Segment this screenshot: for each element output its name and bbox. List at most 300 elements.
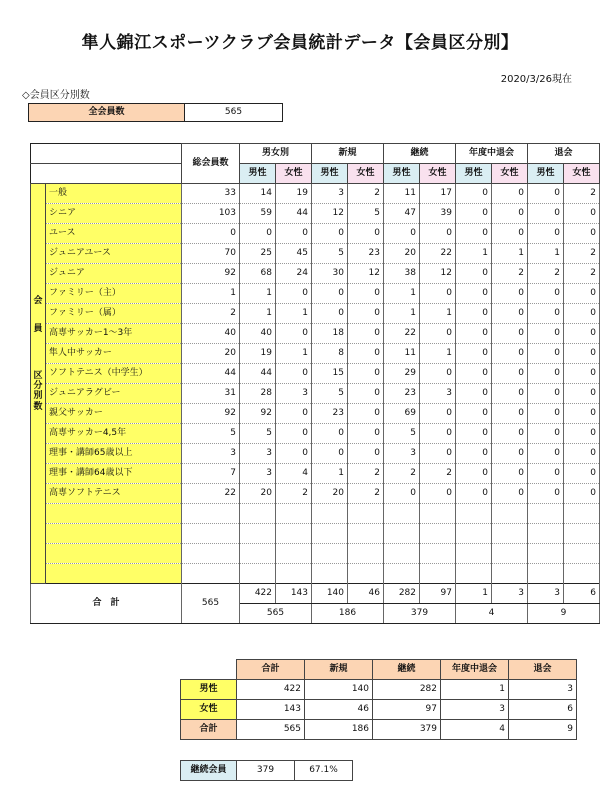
table-row — [31, 404, 600, 424]
summary-value: 140 — [305, 680, 373, 700]
category-value: 0 — [420, 284, 456, 304]
empty-cell — [276, 524, 312, 544]
header-male: 男性 — [240, 164, 276, 184]
category-value: 0 — [420, 444, 456, 464]
category-value: 0 — [528, 324, 564, 344]
category-value: 0 — [528, 444, 564, 464]
summary-value: 422 — [237, 680, 305, 700]
category-value: 14 — [240, 184, 276, 204]
side-label-char: 分 — [33, 381, 43, 392]
header-male: 男性 — [456, 164, 492, 184]
category-side-label — [31, 184, 46, 584]
category-value: 22 — [384, 324, 420, 344]
category-value: 68 — [240, 264, 276, 284]
category-value: 1 — [384, 284, 420, 304]
category-value: 22 — [182, 484, 240, 504]
category-value: 2 — [348, 464, 384, 484]
summary-corner — [181, 660, 237, 680]
category-value: 0 — [564, 284, 600, 304]
header-female: 女性 — [564, 164, 600, 184]
category-value: 0 — [348, 324, 384, 344]
empty-cell — [420, 564, 456, 584]
category-value: 0 — [348, 364, 384, 384]
category-value: 12 — [348, 264, 384, 284]
category-value: 0 — [312, 424, 348, 444]
table-row — [31, 384, 600, 404]
category-value: 0 — [276, 224, 312, 244]
category-value: 0 — [528, 364, 564, 384]
category-value: 0 — [564, 364, 600, 384]
category-value: 0 — [456, 224, 492, 244]
category-value: 0 — [456, 384, 492, 404]
category-name: 高専サッカー1～3年 — [46, 324, 182, 344]
page-title: 隼人錦江スポーツクラブ会員統計データ【会員区分別】 — [81, 33, 519, 53]
sum-label: 合 計 — [31, 584, 182, 624]
header-total-members: 総会員数 — [182, 144, 240, 184]
category-value: 20 — [384, 244, 420, 264]
category-value: 0 — [312, 444, 348, 464]
empty-cell — [348, 564, 384, 584]
empty-cell — [564, 544, 600, 564]
summary-value: 1 — [441, 680, 509, 700]
category-name: ユース — [46, 224, 182, 244]
empty-cell — [240, 504, 276, 524]
category-value: 0 — [348, 444, 384, 464]
table-row — [31, 284, 600, 304]
category-value: 2 — [564, 264, 600, 284]
category-value: 69 — [384, 404, 420, 424]
category-value: 1 — [240, 304, 276, 324]
summary-value: 379 — [373, 720, 441, 740]
category-value: 0 — [564, 304, 600, 324]
category-value: 40 — [182, 324, 240, 344]
category-value: 0 — [456, 284, 492, 304]
category-value: 8 — [312, 344, 348, 364]
header-male: 男性 — [528, 164, 564, 184]
empty-cell — [276, 544, 312, 564]
category-value: 3 — [312, 184, 348, 204]
category-value: 38 — [384, 264, 420, 284]
category-value: 0 — [528, 464, 564, 484]
category-value: 12 — [420, 264, 456, 284]
category-value: 20 — [312, 484, 348, 504]
summary-header: 新規 — [305, 660, 373, 680]
category-name: 隼人中サッカー — [46, 344, 182, 364]
empty-cell — [492, 504, 528, 524]
category-value: 5 — [312, 244, 348, 264]
category-value: 17 — [420, 184, 456, 204]
category-value: 5 — [312, 384, 348, 404]
empty-cell — [312, 544, 348, 564]
category-value: 0 — [492, 464, 528, 484]
category-value: 0 — [420, 484, 456, 504]
empty-cell — [456, 524, 492, 544]
empty-cell — [564, 504, 600, 524]
category-value: 0 — [456, 404, 492, 424]
category-value: 0 — [420, 324, 456, 344]
category-value: 0 — [528, 224, 564, 244]
category-value: 0 — [528, 384, 564, 404]
category-value: 0 — [564, 384, 600, 404]
category-value: 11 — [384, 184, 420, 204]
header-female: 女性 — [492, 164, 528, 184]
category-value: 30 — [312, 264, 348, 284]
summary-row — [181, 700, 577, 720]
empty-cell — [240, 544, 276, 564]
category-value: 0 — [348, 424, 384, 444]
category-value: 23 — [348, 244, 384, 264]
category-value: 22 — [420, 244, 456, 264]
header-female: 女性 — [348, 164, 384, 184]
empty-cell — [564, 564, 600, 584]
summary-row — [181, 680, 577, 700]
empty-cell — [182, 524, 240, 544]
empty-cell — [456, 504, 492, 524]
table-row — [31, 224, 600, 244]
table-row — [31, 504, 600, 524]
category-value: 0 — [528, 184, 564, 204]
summary-row-label: 男性 — [181, 680, 237, 700]
category-value: 0 — [492, 324, 528, 344]
empty-cell — [240, 564, 276, 584]
category-value: 0 — [528, 484, 564, 504]
category-value: 0 — [276, 324, 312, 344]
category-value: 11 — [384, 344, 420, 364]
empty-cell — [182, 544, 240, 564]
category-name: ソフトテニス（中学生） — [46, 364, 182, 384]
header-group: 新規 — [312, 144, 384, 164]
summary-header: 合計 — [237, 660, 305, 680]
category-value: 0 — [456, 444, 492, 464]
category-name: シニア — [46, 204, 182, 224]
category-name-empty — [46, 504, 182, 524]
category-value: 44 — [276, 204, 312, 224]
category-value: 23 — [384, 384, 420, 404]
header-male: 男性 — [312, 164, 348, 184]
category-value: 0 — [240, 224, 276, 244]
category-value: 0 — [528, 204, 564, 224]
category-value: 0 — [348, 384, 384, 404]
category-value: 0 — [492, 384, 528, 404]
empty-cell — [384, 504, 420, 524]
category-value: 0 — [456, 204, 492, 224]
empty-cell — [420, 524, 456, 544]
category-value: 3 — [240, 464, 276, 484]
table-row — [31, 444, 600, 464]
side-label-char: 会 — [33, 296, 43, 306]
category-name: ファミリー（主） — [46, 284, 182, 304]
category-value: 33 — [182, 184, 240, 204]
category-value: 1 — [182, 284, 240, 304]
summary-value: 97 — [373, 700, 441, 720]
category-value: 0 — [492, 304, 528, 324]
header-group: 退会 — [528, 144, 600, 164]
category-value: 24 — [276, 264, 312, 284]
category-name-empty — [46, 544, 182, 564]
category-value: 2 — [564, 184, 600, 204]
category-value: 19 — [240, 344, 276, 364]
table-row — [31, 364, 600, 384]
category-value: 0 — [384, 224, 420, 244]
category-value: 5 — [348, 204, 384, 224]
category-name: 理事・講師64歳以下 — [46, 464, 182, 484]
summary-value: 6 — [509, 700, 577, 720]
empty-cell — [528, 544, 564, 564]
side-label-char: 員 — [33, 324, 43, 335]
category-value: 12 — [312, 204, 348, 224]
side-label-char: 数 — [33, 401, 43, 412]
category-value: 44 — [182, 364, 240, 384]
category-value: 1 — [276, 344, 312, 364]
category-value: 0 — [492, 284, 528, 304]
category-value: 5 — [384, 424, 420, 444]
category-value: 4 — [276, 464, 312, 484]
category-value: 0 — [492, 364, 528, 384]
sum-gender-value: 6 — [564, 584, 600, 604]
empty-cell — [312, 564, 348, 584]
category-value: 2 — [276, 484, 312, 504]
sum-gender-value: 1 — [456, 584, 492, 604]
category-name: 高専サッカー4,5年 — [46, 424, 182, 444]
empty-cell — [528, 524, 564, 544]
category-value: 20 — [182, 344, 240, 364]
summary-value: 3 — [441, 700, 509, 720]
category-value: 0 — [528, 424, 564, 444]
category-name: 高専ソフトテニス — [46, 484, 182, 504]
category-value: 0 — [420, 424, 456, 444]
empty-cell — [528, 504, 564, 524]
category-value: 1 — [492, 244, 528, 264]
category-name-empty — [46, 564, 182, 584]
empty-cell — [276, 564, 312, 584]
category-value: 3 — [420, 384, 456, 404]
category-value: 0 — [312, 304, 348, 324]
category-value: 0 — [492, 224, 528, 244]
category-value: 23 — [312, 404, 348, 424]
category-value: 0 — [528, 404, 564, 424]
empty-cell — [420, 504, 456, 524]
category-value: 0 — [492, 484, 528, 504]
category-value: 39 — [420, 204, 456, 224]
category-value: 0 — [456, 304, 492, 324]
empty-cell — [384, 524, 420, 544]
side-label-char: 別 — [33, 391, 43, 402]
category-value: 0 — [564, 344, 600, 364]
empty-cell — [348, 524, 384, 544]
category-value: 5 — [182, 424, 240, 444]
category-value: 0 — [456, 264, 492, 284]
table-row — [31, 264, 600, 284]
category-value: 0 — [492, 204, 528, 224]
category-value: 0 — [528, 344, 564, 364]
category-name-empty — [46, 524, 182, 544]
category-value: 1 — [456, 244, 492, 264]
sum-total: 565 — [182, 584, 240, 624]
sum-gender-value: 282 — [384, 584, 420, 604]
header-blank — [31, 164, 182, 184]
table-row — [31, 484, 600, 504]
summary-header: 年度中退会 — [441, 660, 509, 680]
category-value: 0 — [276, 424, 312, 444]
category-value: 2 — [420, 464, 456, 484]
category-value: 0 — [348, 304, 384, 324]
category-value: 3 — [384, 444, 420, 464]
empty-cell — [492, 524, 528, 544]
empty-cell — [182, 564, 240, 584]
category-value: 0 — [564, 444, 600, 464]
category-value: 3 — [182, 444, 240, 464]
header-group: 継続 — [384, 144, 456, 164]
empty-cell — [492, 544, 528, 564]
category-value: 44 — [240, 364, 276, 384]
category-name: ジュニア — [46, 264, 182, 284]
category-name: ジュニアユース — [46, 244, 182, 264]
sum-gender-value: 143 — [276, 584, 312, 604]
category-value: 0 — [492, 404, 528, 424]
category-value: 0 — [564, 404, 600, 424]
category-value: 0 — [456, 464, 492, 484]
empty-cell — [312, 524, 348, 544]
category-value: 0 — [564, 324, 600, 344]
category-value: 1 — [420, 304, 456, 324]
category-value: 0 — [492, 424, 528, 444]
header-female: 女性 — [276, 164, 312, 184]
empty-cell — [528, 564, 564, 584]
empty-cell — [348, 544, 384, 564]
summary-value: 186 — [305, 720, 373, 740]
category-value: 0 — [564, 204, 600, 224]
summary-value: 9 — [509, 720, 577, 740]
category-value: 2 — [384, 464, 420, 484]
summary-value: 565 — [237, 720, 305, 740]
header-female: 女性 — [420, 164, 456, 184]
category-value: 1 — [528, 244, 564, 264]
category-value: 0 — [276, 404, 312, 424]
empty-cell — [182, 504, 240, 524]
header-group: 年度中退会 — [456, 144, 528, 164]
empty-cell — [240, 524, 276, 544]
sum-group-value: 9 — [528, 604, 600, 624]
category-value: 0 — [348, 224, 384, 244]
summary-value: 3 — [509, 680, 577, 700]
table-row — [31, 204, 600, 224]
sum-gender-value: 3 — [492, 584, 528, 604]
category-name: 一般 — [46, 184, 182, 204]
table-row — [31, 464, 600, 484]
table-row — [31, 344, 600, 364]
category-value: 2 — [348, 484, 384, 504]
category-value: 0 — [456, 424, 492, 444]
category-value: 3 — [240, 444, 276, 464]
sum-group-value: 186 — [312, 604, 384, 624]
category-value: 0 — [420, 364, 456, 384]
empty-cell — [384, 564, 420, 584]
category-value: 31 — [182, 384, 240, 404]
category-value: 0 — [456, 184, 492, 204]
category-value: 0 — [312, 224, 348, 244]
category-value: 0 — [492, 344, 528, 364]
sum-group-value: 565 — [240, 604, 312, 624]
category-value: 0 — [276, 284, 312, 304]
sum-gender-value: 97 — [420, 584, 456, 604]
summary-header: 継続 — [373, 660, 441, 680]
summary-value: 143 — [237, 700, 305, 720]
section-label: ◇会員区分別数 — [22, 90, 90, 101]
category-name: 理事・講師65歳以上 — [46, 444, 182, 464]
category-value: 0 — [456, 484, 492, 504]
category-value: 2 — [182, 304, 240, 324]
category-value: 1 — [276, 304, 312, 324]
total-members-label: 全会員数 — [29, 104, 185, 122]
empty-cell — [420, 544, 456, 564]
empty-cell — [384, 544, 420, 564]
category-value: 2 — [492, 264, 528, 284]
category-value: 0 — [564, 224, 600, 244]
category-value: 1 — [312, 464, 348, 484]
category-value: 3 — [276, 384, 312, 404]
empty-cell — [456, 544, 492, 564]
table-row — [31, 424, 600, 444]
category-value: 7 — [182, 464, 240, 484]
category-name: ジュニアラグビー — [46, 384, 182, 404]
sum-group-value: 4 — [456, 604, 528, 624]
category-value: 0 — [182, 224, 240, 244]
summary-value: 4 — [441, 720, 509, 740]
category-value: 92 — [182, 404, 240, 424]
category-value: 0 — [492, 444, 528, 464]
summary-header: 退会 — [509, 660, 577, 680]
empty-cell — [564, 524, 600, 544]
empty-cell — [456, 564, 492, 584]
category-value: 1 — [240, 284, 276, 304]
category-value: 0 — [384, 484, 420, 504]
table-row — [31, 304, 600, 324]
category-value: 0 — [456, 344, 492, 364]
category-value: 0 — [348, 344, 384, 364]
table-row — [31, 244, 600, 264]
sum-gender-value: 46 — [348, 584, 384, 604]
category-value: 28 — [240, 384, 276, 404]
table-row — [31, 544, 600, 564]
total-members-table — [28, 103, 283, 122]
summary-value: 46 — [305, 700, 373, 720]
empty-cell — [276, 504, 312, 524]
summary-row-label: 合計 — [181, 720, 237, 740]
sum-gender-value: 140 — [312, 584, 348, 604]
category-value: 0 — [492, 184, 528, 204]
category-value: 0 — [564, 424, 600, 444]
category-value: 29 — [384, 364, 420, 384]
category-value: 0 — [276, 364, 312, 384]
category-value: 20 — [240, 484, 276, 504]
summary-table — [180, 659, 577, 740]
continuing-count: 379 — [237, 761, 295, 781]
header-male: 男性 — [384, 164, 420, 184]
category-value: 2 — [564, 244, 600, 264]
category-value: 19 — [276, 184, 312, 204]
category-value: 47 — [384, 204, 420, 224]
report-date: 2020/3/26現在 — [500, 74, 572, 85]
table-row — [31, 184, 600, 204]
summary-row-label: 女性 — [181, 700, 237, 720]
category-value: 0 — [312, 284, 348, 304]
empty-cell — [348, 504, 384, 524]
sum-gender-value: 3 — [528, 584, 564, 604]
member-category-table — [30, 143, 600, 624]
category-value: 1 — [420, 344, 456, 364]
category-value: 1 — [384, 304, 420, 324]
category-name: 親父サッカー — [46, 404, 182, 424]
